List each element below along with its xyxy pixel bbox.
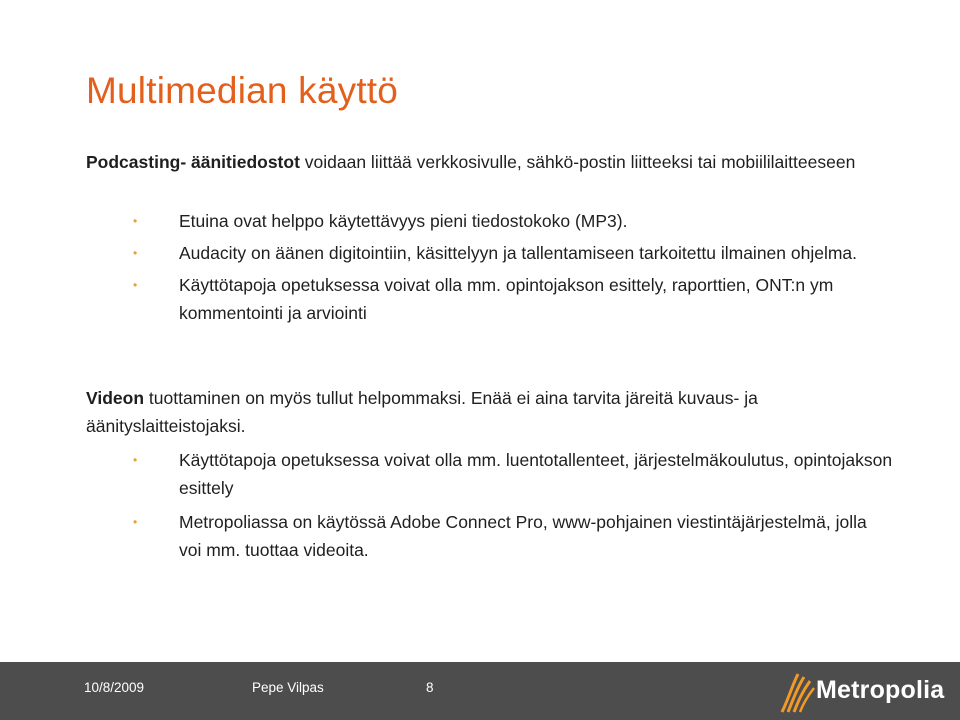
- list-item: [133, 239, 893, 267]
- video-lead: Videon: [86, 388, 145, 408]
- bullet-icon: •: [133, 515, 138, 529]
- page-number: 8: [426, 680, 434, 695]
- podcasting-bullet-list: [133, 207, 893, 327]
- list-item: [133, 446, 893, 502]
- list-item: [133, 508, 893, 564]
- footer-date: 10/8/2009: [84, 680, 145, 695]
- bullet-text: Käyttötapoja opetuksessa voivat olla mm. opintojakson esittely, raporttien, ONT:n ym kommentointi ja arviointi: [179, 275, 834, 323]
- logo-text: Metropolia: [816, 676, 945, 704]
- footer-author: Pepe Vilpas: [252, 680, 324, 695]
- bullet-icon: •: [133, 453, 138, 467]
- bullet-text: Metropoliassa on käytössä Adobe Connect Pro, www-pohjainen viestintäjärjestelmä, jolla voi mm. tuottaa videoita.: [179, 512, 867, 560]
- podcasting-paragraph: [86, 148, 906, 176]
- slide-title: Multimedian käyttö: [86, 70, 399, 111]
- metropolia-flame-logo-icon: [778, 672, 816, 716]
- bullet-text: Etuina ovat helppo käytettävyys pieni tiedostokoko (MP3).: [179, 211, 628, 231]
- video-text: tuottaminen on myös tullut helpommaksi. Enää ei aina tarvita järeitä kuvaus- ja äänityslaitteistojaksi.: [86, 388, 758, 436]
- metropolia-logo: [778, 672, 948, 716]
- video-bullet-list: [133, 446, 893, 564]
- bullet-text: Audacity on äänen digitointiin, käsittelyyn ja tallentamiseen tarkoitettu ilmainen ohjelma.: [179, 243, 858, 263]
- list-item: [133, 207, 893, 235]
- podcasting-text: voidaan liittää verkkosivulle, sähkö-postin liitteeksi tai mobiililaitteeseen: [299, 152, 856, 172]
- bullet-icon: •: [133, 246, 138, 260]
- bullet-text: Käyttötapoja opetuksessa voivat olla mm. luentotallenteet, järjestelmäkoulutus, opintojakson esittely: [179, 450, 893, 498]
- bullet-icon: •: [133, 278, 138, 292]
- video-paragraph: [86, 384, 906, 440]
- podcasting-lead: Podcasting- äänitiedostot: [86, 152, 300, 172]
- bullet-icon: •: [133, 214, 138, 228]
- list-item: [133, 271, 893, 327]
